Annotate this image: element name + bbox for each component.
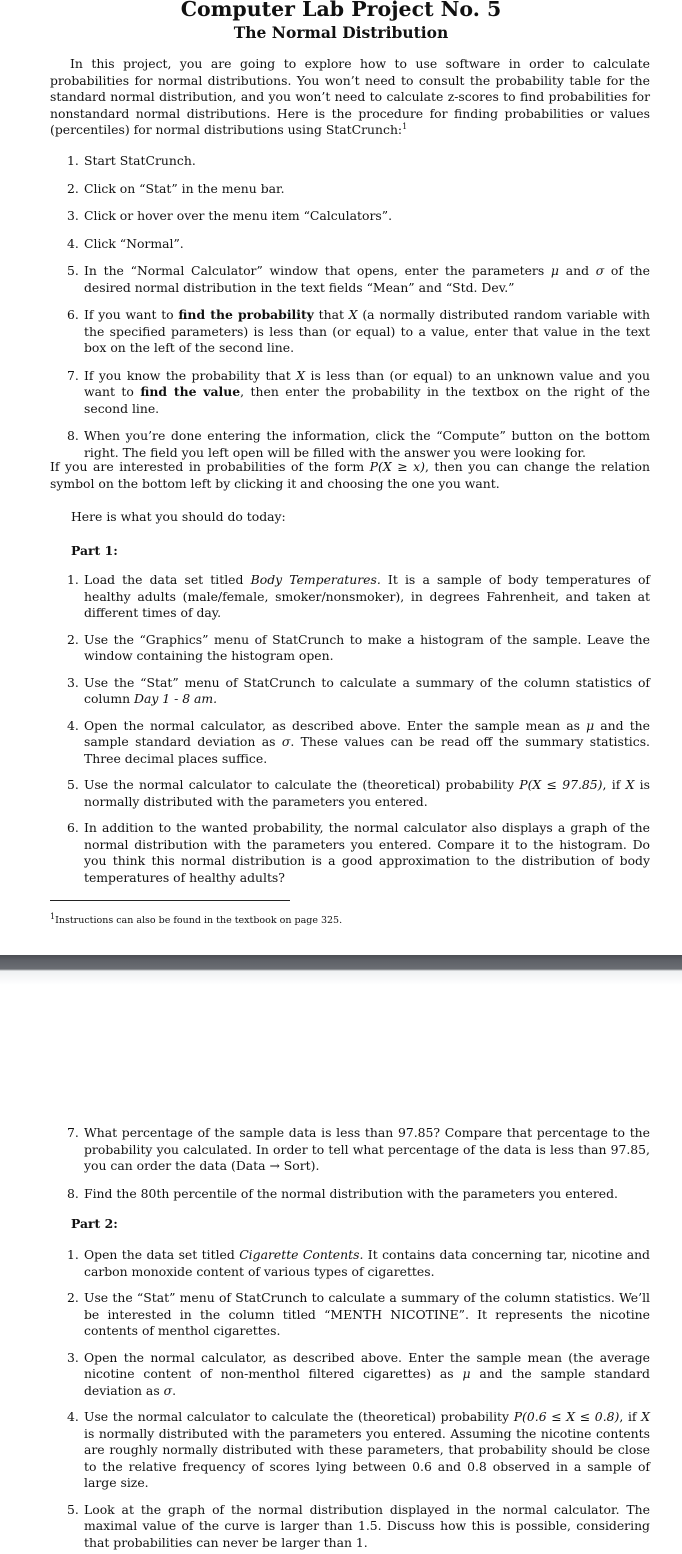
part1-list [67, 572, 650, 886]
part2-list [67, 1247, 650, 1551]
today-intro: Here is what you should do today: [71, 509, 286, 524]
list-item: 4. Use the normal calculator to calculate the (theoretical) probability P(0.6 ≤ X ≤ 0.8), if X is normally distributed with the parameters you entered. Assuming the nicotine contents are roughly normally distributed with these parameters, that probability should be close to the relative frequency of scores lying between 0.6 and 0.8 observed in a sample of large size. [67, 1409, 650, 1490]
relation-symbol-paragraph: If you are interested in probabilities of the form P(X ≥ x), then you can change the relation symbol on the bottom left by clicking it and choosing the one you want. [50, 459, 651, 491]
list-item: 5. Look at the graph of the normal distribution displayed in the normal calculator. The maximal value of the curve is larger than 1.5. Discuss how this is possible, considering that probabilities can never be larger than 1. [67, 1501, 650, 1550]
page-subtitle: The Normal Distribution [233, 23, 449, 42]
footnote-rule [50, 900, 290, 901]
procedure-list [67, 153, 650, 461]
list-item: 4. Click “Normal”. [67, 235, 184, 251]
list-item: 6. If you want to find the probability that X (a normally distributed random variable with the specified parameters) is less than (or equal) to a value, enter that value in the text box on the left of the second line. [67, 307, 650, 355]
list-item: 4. Open the normal calculator, as described above. Enter the sample mean as μ and the sample standard deviation as σ. These values can be read off the summary statistics. Three decimal places suffice. [67, 717, 650, 766]
footnote-ref: 1 [402, 121, 408, 131]
list-item: 1. Load the data set titled Body Temperatures. It is a sample of body temperatures of healthy adults (male/female, smoker/nonsmoker), in degrees Fahrenheit, and taken at different times of day. [67, 572, 650, 620]
page-separator [0, 955, 682, 1001]
list-item: 7. What percentage of the sample data is less than 97.85? Compare that percentage to the probability you calculated. In order to tell what percentage of the data is less than 97.85, you can order the data (Data → Sort). [67, 1125, 650, 1173]
list-item: 1. Open the data set titled Cigarette Contents. It contains data concerning tar, nicotine and carbon monoxide content of various types of cigarettes. [67, 1247, 650, 1279]
list-item: 3. Click or hover over the menu item “Calculators”. [67, 208, 393, 223]
part1-list-continued [67, 1125, 650, 1202]
intro-paragraph [50, 56, 650, 139]
list-item: 2. Click on “Stat” in the menu bar. [67, 180, 285, 196]
list-item: 5. Use the normal calculator to calculate the (theoretical) probability P(X ≤ 97.85), if X is normally distributed with the parameters you entered. [67, 777, 650, 809]
list-item: 3. Open the normal calculator, as described above. Enter the sample mean (the average nicotine content of non-menthol filtered cigarettes) as μ and the sample standard deviation as σ. [67, 1349, 650, 1398]
list-item: 8. Find the 80th percentile of the normal distribution with the parameters you entered. [67, 1185, 618, 1201]
list-item: 3. Use the “Stat” menu of StatCrunch to calculate a summary of the column statistics of column Day 1 - 8 am. [67, 674, 650, 706]
part1-heading: Part 1: [71, 543, 118, 558]
list-item: 2. Use the “Stat” menu of StatCrunch to calculate a summary of the column statistics. We’ll be interested in the column titled “MENTH NICOTINE”. It represents the nicotine contents of menthol cigarettes. [67, 1290, 650, 1338]
document-page-2 [0, 1001, 682, 1554]
list-item: 2. Use the “Graphics” menu of StatCrunch to make a histogram of the sample. Leave the window containing the histogram open. [67, 631, 650, 663]
page-title: Computer Lab Project No. 5 [180, 0, 502, 21]
intro-text: In this project, you are going to explore how to use software in order to calculate probabilities for normal distributions. You won’t need to consult the probability table for the standard normal distribution, and you won’t need to calculate z-scores to find probabilities for nonstandard normal distributions. Here is the procedure for finding probabilities or values (percentiles) for normal distributions using StatCrunch: [50, 56, 650, 137]
list-item: 8. When you’re done entering the information, click the “Compute” button on the bottom right. The field you left open will be filled with the answer you were looking for. [67, 428, 650, 460]
footnote: $^1$Instructions can also be found in the textbook on page 325. [50, 911, 343, 926]
list-item: 7. If you know the probability that X is less than (or equal) to an unknown value and you want to find the value, then enter the probability in the textbox on the right of the second line. [67, 367, 650, 416]
list-item: 1. Start StatCrunch. [67, 153, 196, 168]
list-item: 6. In addition to the wanted probability, the normal calculator also displays a graph of the normal distribution with the parameters you entered. Compare it to the histogram. Do you think this normal distribution is a good approximation to the distribution of body temperatures of healthy adults? [67, 820, 650, 885]
part2-heading: Part 2: [71, 1216, 118, 1231]
list-item: 5. In the “Normal Calculator” window that opens, enter the parameters μ and σ of the desired normal distribution in the text fields “Mean” and “Std. Dev.” [67, 263, 650, 295]
